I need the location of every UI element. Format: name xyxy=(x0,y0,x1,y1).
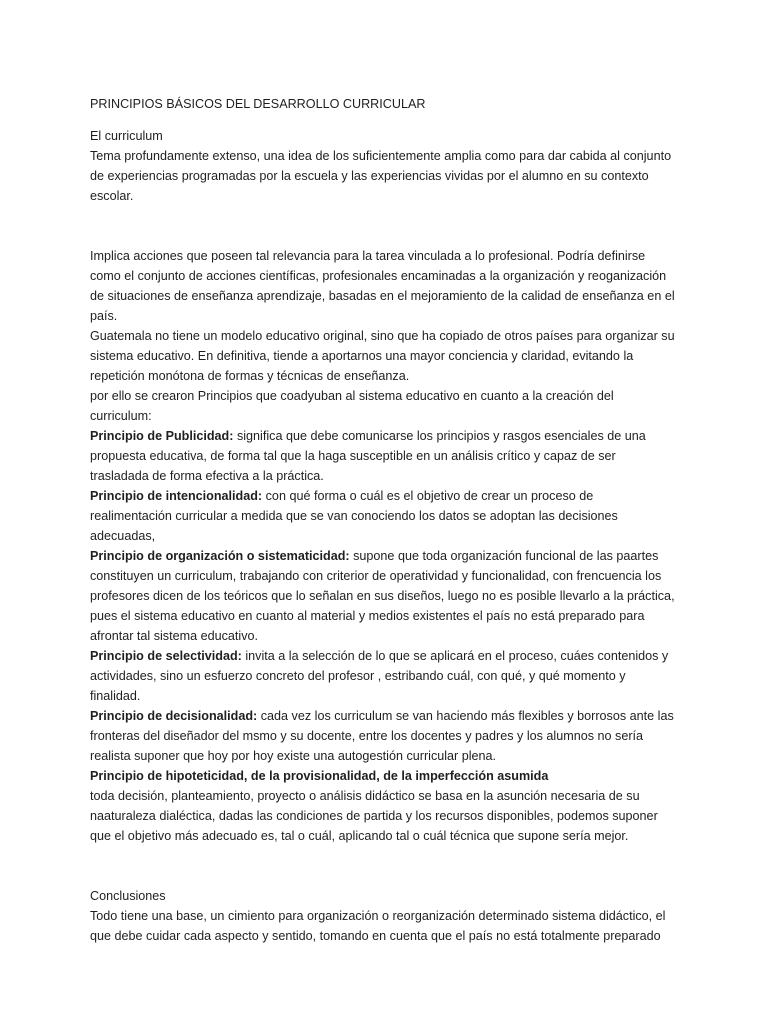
document-title: PRINCIPIOS BÁSICOS DEL DESARROLLO CURRICULAR xyxy=(90,97,426,111)
principle-organization xyxy=(90,546,678,646)
principle-selectivity xyxy=(90,646,678,706)
curriculum-heading: El curriculum xyxy=(90,129,163,143)
principle-label: Principio de decisionalidad: xyxy=(90,709,258,723)
body-paragraph-2: Guatemala no tiene un modelo educativo original, sino que ha copiado de otros países para organizar su sistema educativo. En definitiva, tiende a aportarnos una mayor conciencia y claridad, evitando la repetición monótona de formas y técnicas de enseñanza. xyxy=(90,329,675,383)
principle-text: invita a la selección de lo que se aplicará en el proceso, cuáes contenidos y actividades, sino un esfuerzo concreto del profesor , estribando cuál, con qué, y qué momento y finalidad. xyxy=(90,649,669,703)
section-gap xyxy=(90,206,678,246)
curriculum-section xyxy=(90,126,678,206)
principle-label: Principio de hipoteticidad, de la provisionalidad, de la imperfección asumida xyxy=(90,769,549,783)
principle-text: cada vez los curriculum se van haciendo más flexibles y borrosos ante las fronteras del diseñador del msmo y su docente, entre los docentes y padres y los alumnos no sería realista suponer que hoy por hoy existe una autogestión curricular plena. xyxy=(90,709,674,763)
curriculum-body xyxy=(90,246,678,426)
principle-text: con qué forma o cuál es el objetivo de crear un proceso de realimentación curricular a medida que se van conociendo los datos se adoptan las decisiones adecuadas, xyxy=(90,489,618,543)
conclusions-heading: Conclusiones xyxy=(90,889,166,903)
principle-hypotheticity-heading xyxy=(90,766,678,786)
section-gap xyxy=(90,846,678,886)
principle-intentionality xyxy=(90,486,678,546)
principle-label: Principio de organización o sistematicidad: xyxy=(90,549,350,563)
conclusions-text: Todo tiene una base, un cimiento para organización o reorganización determinado sistema didáctico, el que debe cuidar cada aspecto y sentido, tomando en cuenta que el país no está totalmente preparado xyxy=(90,909,666,943)
curriculum-definition: Tema profundamente extenso, una idea de los suficientemente amplia como para dar cabida al conjunto de experiencias programadas por la escuela y las experiencias vividas por el alumno en su contexto escolar. xyxy=(90,149,672,203)
principle-text: significa que debe comunicarse los principios y rasgos esenciales de una propuesta educativa, de forma tal que la haga susceptible en un análisis crítico y capaz de ser trasladada de forma efectiva a la práctica. xyxy=(90,429,646,483)
body-paragraph-3: por ello se crearon Principios que coadyuban al sistema educativo en cuanto a la creación del curriculum: xyxy=(90,389,614,423)
principle-text: supone que toda organización funcional de las paartes constituyen un curriculum, trabajando con criterior de operatividad y funcionalidad, con frencuencia los profesores dicen de los teóricos que lo señalan en sus diseños, luego no es posible llevarlo a la práctica, pues el sistema educativo en cuanto al material y medios existentes el país no está preparado para afrontar tal sistema educativo. xyxy=(90,549,675,643)
conclusions-section xyxy=(90,886,678,946)
principle-decisionality xyxy=(90,706,678,766)
principle-label: Principio de intencionalidad: xyxy=(90,489,263,503)
principle-publicity xyxy=(90,426,678,486)
principle-hypotheticity-text: toda decisión, planteamiento, proyecto o análisis didáctico se basa en la asunción necesaria de su naaturaleza dialéctica, dadas las condiciones de partida y los recursos disponibles, podemos suponer que el objetivo más adecuado es, tal o cuál, aplicando tal o cuál técnica que supone sería mejor. xyxy=(90,789,658,843)
principle-label: Principio de selectividad: xyxy=(90,649,242,663)
principle-label: Principio de Publicidad: xyxy=(90,429,234,443)
body-paragraph-1: Implica acciones que poseen tal relevancia para la tarea vinculada a lo profesional. Podría definirse como el conjunto de acciones científicas, profesionales encaminadas a la organización y reoganización de situaciones de enseñanza aprendizaje, basadas en el mejoramiento de la calidad de enseñanza en el país. xyxy=(90,249,675,323)
principles-list xyxy=(90,426,678,846)
